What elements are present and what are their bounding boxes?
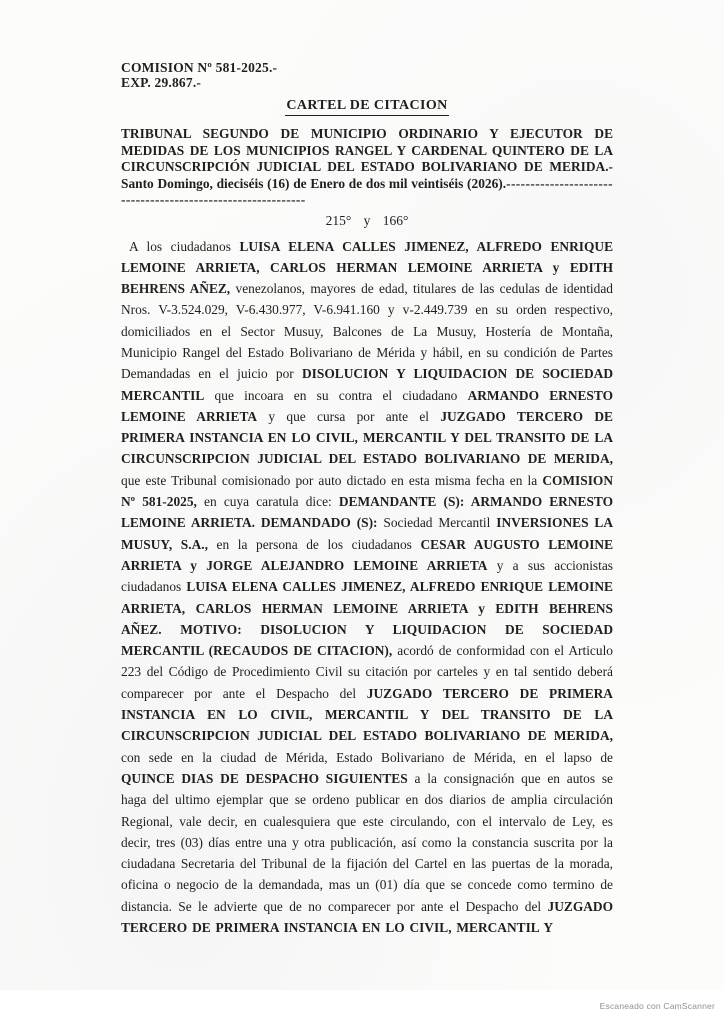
body-segment: y que cursa por ante el [257,408,441,424]
dash-filler: ------------------------------------------------------------ [121,175,613,207]
body-segment: a la consignación que en autos se haga del ultimo ejemplar que se ordeno publicar en dos diarios de amplia circulación Regional, vale decir, en cualesquiera que este circulando, con el intervalo de Ley, es decir, tres (03) días entre una y otra publicación, así como la constancia suscrita por la ciudadana Secretaria del Tribunal de la fijación del Cartel en las puertas de la morada, oficina o negocio de la demandada, mas un (01) día que se concede como termino de distancia. Se le advierte que de no comparecer por ante el Despacho del [121,770,613,914]
body-segment: INVERSIONES LA MUSUY, S.A., [121,515,613,552]
body-segment: en la persona de los ciudadanos [207,536,421,552]
document-content [121,60,613,938]
body-segment: CESAR AUGUSTO LEMOINE ARRIETA y JORGE ALEJANDRO LEMOINE ARRIETA [121,536,614,573]
body-segment: en cuya caratula dice: [196,494,339,510]
body-segment: que este Tribunal comisionado por auto dictado en esta misma fecha en la [121,472,543,488]
body-segment: venezolanos, mayores de edad, titulares de las cedulas de identidad Nros. V-3.524.029, V-6.430.977, V-6.941.160 y v-2.449.739 en su orden respectivo, domiciliados en el Sector Musuy, Balcones de La Musuy, Hostería de Montaña, Municipio Rangel del Estado Bolivariano de Mérida y hábil, en su condición de Partes Demandadas en el juicio por [121,281,613,382]
court-years-line: 215° y 166° [325,212,409,228]
body-segment: QUINCE DIAS DE DESPACHO SIGUIENTES [121,770,408,786]
body-segment: COMISION Nº 581-2025, [121,472,613,510]
camscanner-credit: Escaneado con CamScanner [599,1001,715,1011]
body-segment: JUZGADO TERCERO DE PRIMERA INSTANCIA EN LO CIVIL, MERCANTIL Y DEL TRANSITO DE LA CIRCUNSCRIPCION JUDICIAL DEL ESTADO BOLIVARIANO DE MERIDA, [121,408,613,467]
expediente-number: EXP. 29.867.- [121,75,202,90]
comision-number: COMISION Nº 581-2025.- [121,60,278,75]
tribunal-name: TRIBUNAL SEGUNDO DE MUNICIPIO ORDINARIO Y EJECUTOR DE MEDIDAS DE LOS MUNICIPIOS RANGEL Y CARDENAL QUINTERO DE LA CIRCUNSCRIPCIÓN JUDICIAL DEL ESTADO BOLIVARIANO DE MERIDA.- [121,126,613,174]
body-segment: JUZGADO TERCERO DE PRIMERA INSTANCIA EN LO CIVIL, MERCANTIL Y DEL TRANSITO DE LA CIRCUNSCRIPCION JUDICIAL DEL ESTADO BOLIVARIANO DE MERIDA, [121,685,613,744]
body-segment: acordó de conformidad con el Articulo 223 del Código de Procedimiento Civil su citación por carteles y en tal sentido deberá comparecer por ante el Despacho del [121,643,613,701]
tribunal-date-line: Santo Domingo, dieciséis (16) de Enero de dos mil veintiséis (2026). [121,175,507,191]
body-segment: DEMANDANTE (S): ARMANDO ERNESTO LEMOINE ARRIETA. DEMANDADO (S): [121,494,613,531]
body-segment: JUZGADO TERCERO DE PRIMERA INSTANCIA EN LO CIVIL, MERCANTIL Y [121,898,613,935]
body-segment: que incoara en su contra el ciudadano [204,387,468,403]
document-title: CARTEL DE CITACION [285,98,448,116]
body-segment: LUISA ELENA CALLES JIMENEZ, ALFREDO ENRIQUE LEMOINE ARRIETA, CARLOS HERMAN LEMOINE ARRIETA y EDITH BEHRENS AÑEZ, [121,238,613,297]
body-segment: Sociedad Mercantil [377,515,497,531]
scan-footer [0,990,724,1024]
body-segment: y a sus accionistas ciudadanos [121,557,613,595]
case-info-block [121,60,613,90]
title-row [121,96,613,116]
body-segment: A los ciudadanos [129,238,240,254]
body-segment: ARMANDO ERNESTO LEMOINE ARRIETA [121,387,613,424]
body-segment: LUISA ELENA CALLES JIMENEZ, ALFREDO ENRIQUE LEMOINE ARRIETA, CARLOS HERMAN LEMOINE ARRIETA y EDITH BEHRENS AÑEZ. MOTIVO: DISOLUCION Y LIQUIDACION DE SOCIEDAD MERCANTIL (RECAUDOS DE CITACION), [121,579,613,659]
body-segment: con sede en la ciudad de Mérida, Estado Bolivariano de Mérida, en el lapso de [121,749,613,765]
body-segment: DISOLUCION Y LIQUIDACION DE SOCIEDAD MERCANTIL [121,366,614,403]
body-paragraph [121,236,613,939]
tribunal-header-paragraph [121,126,613,209]
